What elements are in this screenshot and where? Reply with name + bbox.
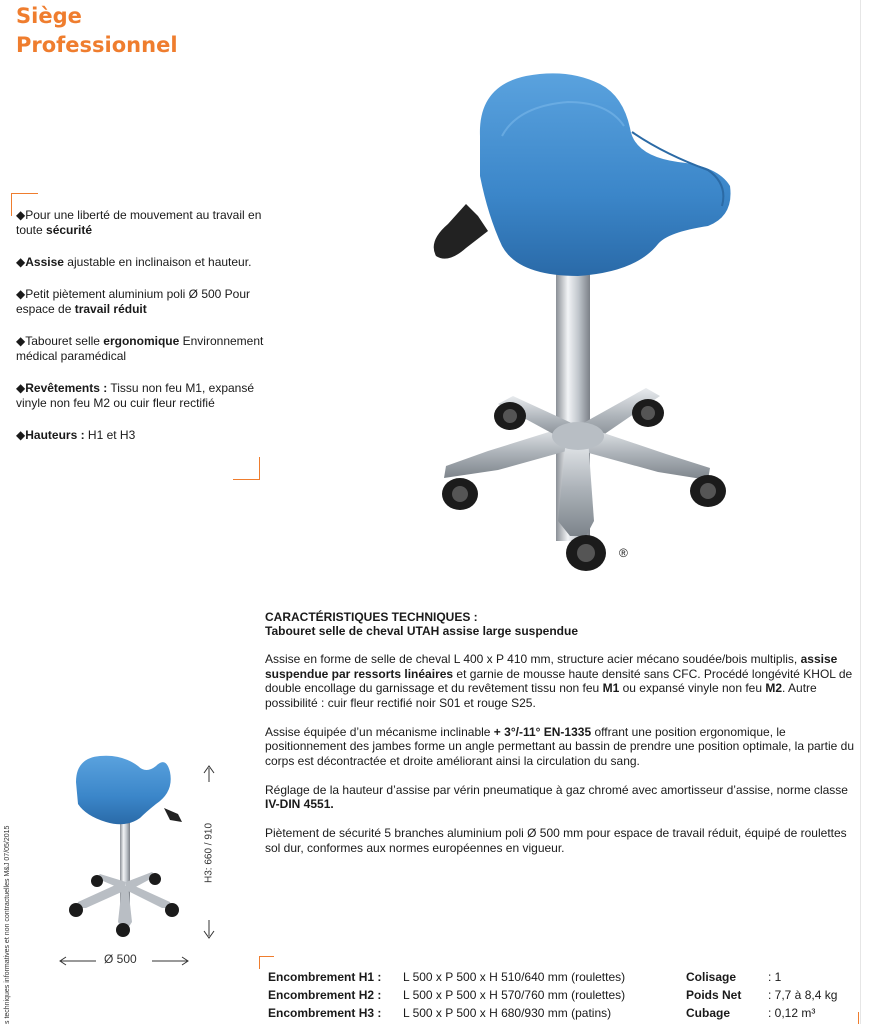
features-list [16, 208, 264, 460]
tech-paragraph: Assise équipée d’un mécanisme inclinable + 3°/-11° EN-1335 offrant une position ergonomique, le positionnement des jambes forme un angle permettant au bassin de prendre une position optimale, la partie du corps est décontractée et droite améliorant ainsi la circulation du sang. [265, 724, 855, 768]
diamond-bullet-icon: ◆ [16, 208, 26, 222]
diamond-bullet-icon: ◆ [16, 381, 26, 395]
tech-heading: CARACTÉRISTIQUES TECHNIQUES : [265, 610, 478, 624]
technical-characteristics [265, 610, 865, 870]
feature-item: ◆Tabouret selle ergonomique Environnement médical paramédical [16, 334, 264, 363]
features-corner-bottom-right [233, 457, 260, 480]
table-row: Encombrement H3 : L 500 x P 500 x H 680/930 mm (patins) Cubage : 0,12 m³ [268, 1006, 816, 1020]
diamond-bullet-icon: ◆ [16, 334, 26, 348]
title-line-1: Siège [16, 4, 82, 28]
feature-item: ◆Petit piètement aluminium poli Ø 500 Pour espace de travail réduit [16, 287, 251, 316]
title-line-2: Professionnel [16, 33, 178, 57]
feature-item: ◆Pour une liberté de mouvement au travail en toute sécurité [16, 208, 262, 237]
tech-paragraph: Piètement de sécurité 5 branches aluminium poli Ø 500 mm pour espace de travail réduit, équipé de roulettes sol dur, conformes aux normes européennes en vigueur. [265, 826, 847, 855]
diamond-bullet-icon: ◆ [16, 428, 26, 442]
feature-item: ◆Hauteurs : H1 et H3 [16, 428, 136, 442]
tech-paragraph: Réglage de la hauteur d’assise par vérin pneumatique à gaz chromé avec amortisseur d’assise, norme classe IV-DIN 4551. [265, 782, 848, 811]
tech-paragraph: Assise en forme de selle de cheval L 400 x P 410 mm, structure acier mécano soudée/bois multiplis, assise suspendue par ressorts linéaires et garnie de mousse haute densité sans CFC. Procédé longévité KHOL de double encollage du garnissage et du revêtement tissu non feu M1 ou expansé vinyle non feu M2. Autre possibilité : cuir fleur rectifié noir S01 et rouge S25. [265, 652, 853, 710]
page-title [16, 2, 178, 60]
table-row: Encombrement H2 : L 500 x P 500 x H 570/760 mm (roulettes) Poids Net : 7,7 à 8,4 kg [268, 988, 838, 1002]
height-dimension: H3: 660 / 910 [203, 822, 215, 884]
registered-mark: ® [619, 546, 628, 560]
tech-subheading: Tabouret selle de cheval UTAH assise large suspendue [265, 624, 579, 638]
diameter-dimension: Ø 500 [104, 952, 137, 966]
feature-item: ◆Assise ajustable en inclinaison et hauteur. [16, 255, 252, 269]
encombrement-table [268, 968, 863, 1022]
diamond-bullet-icon: ◆ [16, 287, 26, 301]
page-right-border [860, 0, 861, 1024]
table-row: Encombrement H1 : L 500 x P 500 x H 510/640 mm (roulettes) Colisage : 1 [268, 970, 782, 984]
stool-dimension-photo [66, 752, 190, 938]
disclaimer-side-note: s techniques informatives et non contractuelles M&J 07/05/2015 [4, 825, 11, 1024]
saddle-stool-photo [418, 66, 738, 581]
diamond-bullet-icon: ◆ [16, 255, 26, 269]
feature-item: ◆Revêtements : Tissu non feu M1, expansé vinyle non feu M2 ou cuir fleur rectifié [16, 381, 255, 410]
